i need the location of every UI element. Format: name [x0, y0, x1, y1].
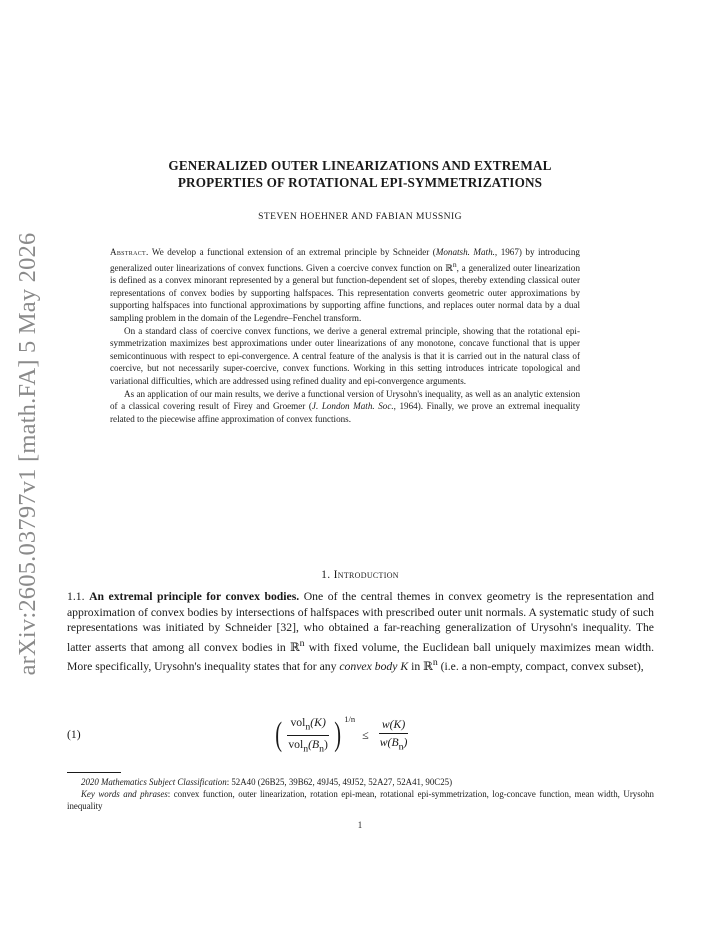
subscript-n: n — [319, 742, 325, 754]
intro-paragraph — [67, 589, 654, 674]
citation-journal: Monatsh. Math. — [435, 247, 495, 257]
numerator-arg: (K) — [310, 716, 326, 730]
intro-text: (i.e. a non-empty, compact, convex subset), — [437, 659, 644, 673]
rhs-numerator — [379, 718, 408, 734]
subscript-n: n — [305, 721, 311, 733]
intro-italic: convex body K — [339, 659, 409, 673]
right-paren: ) — [334, 716, 342, 753]
width-k: w(K) — [381, 717, 406, 731]
left-paren: ( — [275, 716, 283, 753]
vol-text: vol — [288, 737, 304, 751]
width-b: w(B — [379, 735, 399, 749]
paper-title — [90, 157, 630, 191]
keywords-footnote — [67, 788, 654, 812]
superscript-n: n — [299, 637, 305, 649]
subscript-n: n — [398, 741, 404, 753]
close-paren: ) — [403, 735, 408, 749]
vol-text: vol — [290, 716, 306, 730]
superscript-n: n — [452, 259, 457, 269]
abstract-text: , 1964). Finally, we prove an extremal inequality related to the piecewise affine approximation of convex functions. — [110, 401, 581, 424]
equation-body — [273, 713, 411, 757]
arxiv-identifier: arXiv:2605.03797v1 [math.FA] 5 May 2026 — [14, 232, 41, 676]
section-heading-introduction — [90, 568, 630, 581]
denominator-arg: (B — [308, 737, 320, 751]
abstract-paragraph-2: On a standard class of coercive convex functions, we derive a general extremal principle, showing that the rotational epi-symmetrization maximizes best approximations under outer linearizations of any monotone, concave functional that is upper semicontinuous with respect to epi-convergence. A central feature of the analysis is that it is carried out in the natural class of coercive, but not necessarily super-coercive, convex functions. Working in this setting introduces intricate topological and variational difficulties, which are addressed using refined duality and epi-convergence arguments. — [110, 325, 580, 386]
leq-symbol: ≤ — [362, 727, 369, 742]
intro-text: One of the central themes in convex geometry is the representation and approximation of convex bodies by intersections of halfspaces with prescribed outer unit normals. A systematic study of such representations was initiated by Schneider [32], who obtained a far-reaching generalization of Urysohn's inequality. The latter asserts that among all convex bodies in ℝ — [67, 590, 655, 654]
title-line-1: GENERALIZED OUTER LINEARIZATIONS AND EXTREMAL — [168, 158, 552, 173]
rhs-fraction — [377, 718, 411, 752]
lhs-denominator — [285, 736, 331, 754]
abstract-paragraph-1 — [110, 246, 580, 325]
keywords-text: : convex function, outer linearization, rotation epi-mean, rotational epi-symmetrization, log-concave function, mean width, Urysohn inequality — [67, 789, 654, 812]
abstract-label: Abstract. — [110, 247, 149, 257]
abstract-text: , 1967) by introducing generalized outer linearizations of convex functions. Given a coercive convex function on ℝ — [110, 247, 580, 273]
lhs-numerator — [287, 716, 328, 735]
msc-footnote — [67, 776, 654, 788]
title-line-2: PROPERTIES OF ROTATIONAL EPI-SYMMETRIZATIONS — [177, 175, 543, 190]
msc-label: 2020 Mathematics Subject Classification — [81, 777, 227, 787]
abstract — [110, 246, 580, 425]
intro-text: in ℝ — [408, 659, 433, 673]
equation-number: (1) — [67, 728, 81, 741]
msc-text: : 52A40 (26B25, 39B62, 49J45, 49J52, 52A27, 52A41, 90C25) — [226, 777, 453, 787]
exponent: 1/n — [344, 714, 356, 724]
arxiv-sidebar-stamp — [6, 232, 50, 676]
abstract-text: We develop a functional extension of an extremal principle by Schneider ( — [148, 247, 436, 257]
abstract-text: As an application of our main results, we derive a functional version of Urysohn's inequality, as well as an analytic extension of a classical covering result of Firey and Groemer ( — [110, 388, 580, 412]
citation-journal: J. London Math. Soc. — [311, 401, 394, 412]
subsection-title: An extremal principle for convex bodies. — [89, 590, 300, 603]
abstract-paragraph-3 — [110, 388, 580, 426]
equation-1 — [67, 713, 654, 757]
rhs-denominator — [377, 734, 411, 752]
abstract-text: , a generalized outer linearization is defined as a convex minorant represented by a general but function-dependent set of slopes, thereby extending classical outer representations of convex bodies by supporting halfspaces. This representation converts geometric outer approximations by supporting halfspaces into functional approximations by supporting affine functions, and replaces outer normal data by a dual sampling problem in the domain of the Legendre–Fenchel transform. — [110, 262, 580, 323]
page-number: 1 — [357, 820, 363, 830]
introduction-body — [67, 589, 654, 674]
paper-authors: STEVEN HOEHNER AND FABIAN MUSSNIG — [258, 211, 462, 222]
intro-text: with fixed volume, the Euclidean ball uniquely maximizes mean width. More specifically, Urysohn's inequality states that for any — [67, 640, 654, 673]
subscript-n: n — [303, 742, 309, 754]
footnote-rule — [67, 772, 121, 773]
footnotes — [67, 776, 654, 813]
superscript-n: n — [432, 656, 438, 668]
keywords-label: Key words and phrases — [81, 789, 168, 800]
subsection-number: 1.1. — [67, 590, 90, 603]
section-heading-text: 1. Introduction — [321, 568, 399, 581]
lhs-fraction — [285, 716, 331, 754]
close-paren: ) — [324, 737, 328, 751]
